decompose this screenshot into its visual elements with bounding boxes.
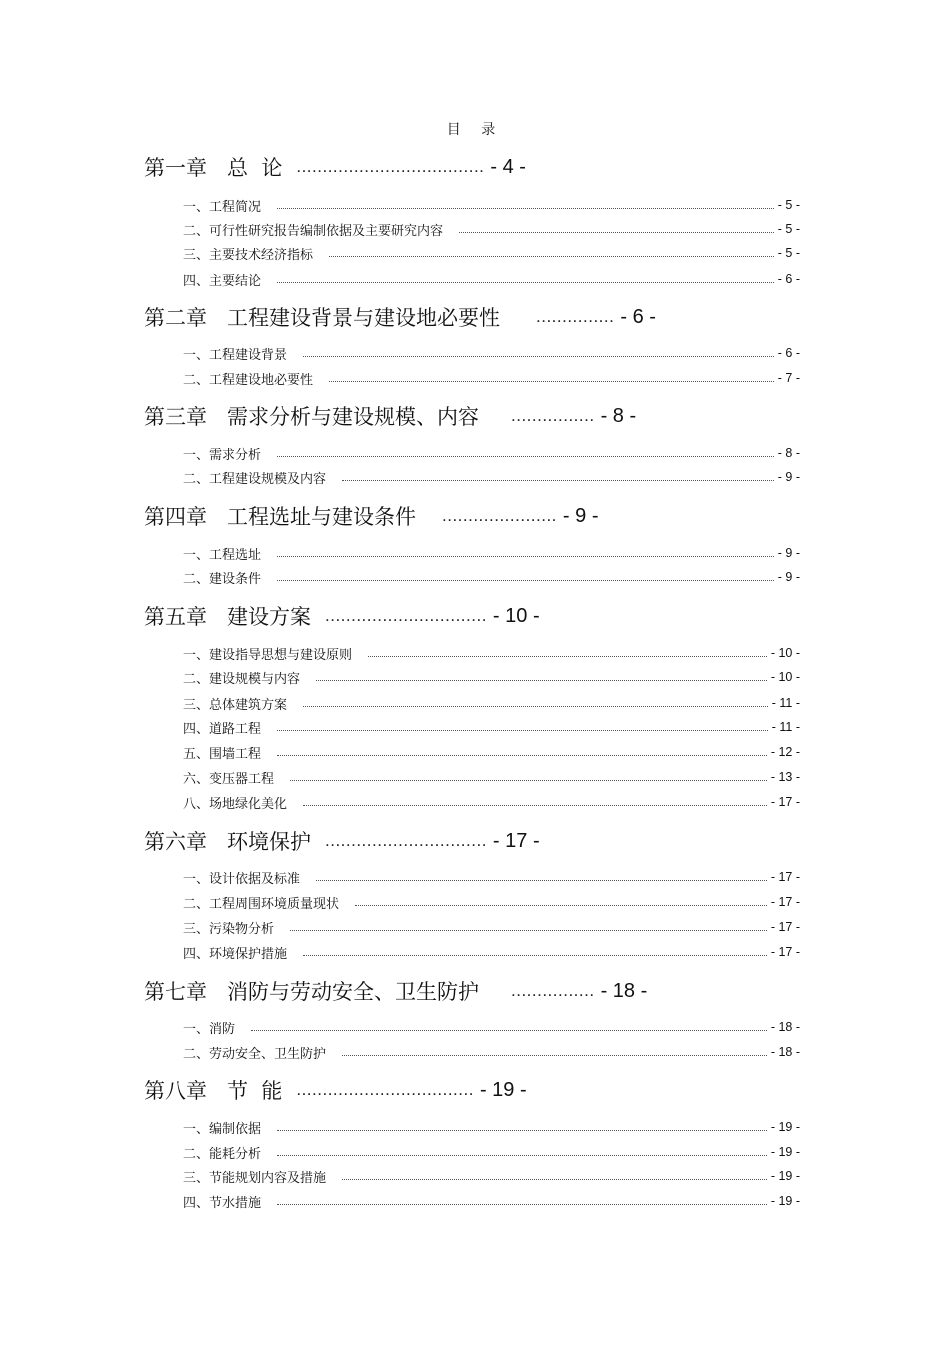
section-leader-dots [342,1179,767,1180]
section-entry[interactable] [183,767,800,787]
section-leader-dots [290,780,767,781]
section-page-number: - 6 - [777,346,800,360]
section-leader-dots [277,1155,767,1156]
chapter-leader-dots: ............... [536,307,615,326]
section-title: 一、工程选址 [183,547,262,563]
chapter-heading[interactable] [144,976,647,1006]
section-title: 四、道路工程 [183,721,262,737]
section-leader-dots [355,905,767,906]
section-title: 四、节水措施 [183,1195,262,1211]
section-page-number: - 9 - [777,470,800,484]
section-title: 二、建设规模与内容 [183,671,301,687]
section-title: 二、劳动安全、卫生防护 [183,1046,327,1062]
chapter-page-number: - 9 - [562,504,599,527]
section-entry[interactable] [183,917,800,937]
section-title: 三、节能规划内容及措施 [183,1170,327,1186]
chapter-leader-dots: .................................. [296,1080,474,1099]
chapter-title: 消防与劳动安全、卫生防护 [227,980,479,1004]
section-leader-dots [251,1030,767,1031]
section-page-number: - 9 - [777,570,800,584]
section-title: 二、建设条件 [183,571,262,587]
section-page-number: - 11 - [771,720,800,734]
chapter-page-number: - 4 - [490,155,526,178]
section-page-number: - 19 - [770,1120,800,1134]
chapter-heading[interactable] [144,601,540,631]
section-leader-dots [303,706,768,707]
chapter-heading[interactable] [144,826,540,856]
section-entry[interactable] [183,368,800,388]
section-entry[interactable] [183,1117,800,1137]
section-leader-dots [277,730,768,731]
section-leader-dots [277,1130,767,1131]
section-entry[interactable] [183,942,800,962]
section-page-number: - 5 - [777,198,800,212]
section-title: 四、主要结论 [183,273,262,289]
section-entry[interactable] [183,467,800,487]
section-entry[interactable] [183,269,800,289]
section-leader-dots [368,656,767,657]
section-title: 一、编制依据 [183,1121,262,1137]
section-leader-dots [316,880,767,881]
section-entry[interactable] [183,867,800,887]
section-title: 五、围墙工程 [183,746,262,762]
section-leader-dots [303,356,774,357]
chapter-heading[interactable] [144,302,656,332]
section-entry[interactable] [183,717,800,737]
section-entry[interactable] [183,1042,800,1062]
section-title: 二、可行性研究报告编制依据及主要研究内容 [183,223,444,239]
section-title: 一、需求分析 [183,447,262,463]
section-leader-dots [277,456,774,457]
section-leader-dots [277,208,774,209]
chapter-number: 第七章 [144,980,207,1004]
chapter-heading[interactable] [144,152,526,182]
chapter-number: 第八章 [144,1079,207,1103]
section-page-number: - 17 - [770,920,800,934]
section-page-number: - 8 - [777,446,800,460]
section-title: 三、总体建筑方案 [183,697,288,713]
chapter-title: 需求分析与建设规模、内容 [227,405,479,429]
section-leader-dots [277,1204,767,1205]
section-entry[interactable] [183,567,800,587]
chapter-title: 环境保护 [227,830,311,854]
section-leader-dots [303,805,767,806]
chapter-page-number: - 17 - [492,829,540,852]
section-leader-dots [277,282,774,283]
section-entry[interactable] [183,643,800,663]
section-entry[interactable] [183,1142,800,1162]
section-page-number: - 9 - [777,546,800,560]
chapter-number: 第五章 [144,605,207,629]
section-page-number: - 19 - [770,1169,800,1183]
chapter-heading[interactable] [144,1075,527,1105]
section-page-number: - 19 - [770,1194,800,1208]
section-title: 八、场地绿化美化 [183,796,288,812]
chapter-page-number: - 8 - [600,404,637,427]
chapter-number: 第四章 [144,505,207,529]
section-title: 六、变压器工程 [183,771,275,787]
section-entry[interactable] [183,693,800,713]
chapter-leader-dots: ................ [511,981,595,1000]
section-leader-dots [277,556,774,557]
section-title: 一、工程建设背景 [183,347,288,363]
section-page-number: - 6 - [777,272,800,286]
section-leader-dots [290,930,767,931]
section-entry[interactable] [183,742,800,762]
chapter-leader-dots: ............................... [325,831,487,850]
section-page-number: - 17 - [770,945,800,959]
section-leader-dots [329,256,774,257]
section-title: 一、工程简况 [183,199,262,215]
chapter-heading[interactable] [144,401,636,431]
chapter-leader-dots: .................................... [296,157,485,176]
section-title: 二、工程周围环境质量现状 [183,896,340,912]
section-leader-dots [277,580,774,581]
section-entry[interactable] [183,667,800,687]
section-leader-dots [342,480,774,481]
section-title: 三、主要技术经济指标 [183,247,314,263]
chapter-title: 总 论 [227,156,283,180]
chapter-title: 工程选址与建设条件 [227,505,416,529]
section-title: 一、消防 [183,1021,236,1037]
section-page-number: - 10 - [770,646,800,660]
chapter-title: 节 能 [227,1079,283,1103]
section-leader-dots [316,680,767,681]
section-page-number: - 19 - [770,1145,800,1159]
section-entry[interactable] [183,243,800,263]
chapter-number: 第三章 [144,405,207,429]
section-title: 三、污染物分析 [183,921,275,937]
section-page-number: - 17 - [770,795,800,809]
section-page-number: - 13 - [770,770,800,784]
section-title: 一、设计依据及标准 [183,871,301,887]
section-title: 四、环境保护措施 [183,946,288,962]
section-entry[interactable] [183,543,800,563]
chapter-number: 第二章 [144,306,207,330]
section-page-number: - 7 - [777,371,800,385]
section-page-number: - 5 - [777,222,800,236]
section-entry[interactable] [183,1017,800,1037]
section-entry[interactable] [183,792,800,812]
section-page-number: - 11 - [771,696,800,710]
chapter-page-number: - 18 - [600,979,648,1002]
chapter-number: 第一章 [144,156,207,180]
section-page-number: - 5 - [777,246,800,260]
section-entry[interactable] [183,343,800,363]
section-page-number: - 10 - [770,670,800,684]
section-page-number: - 18 - [770,1020,800,1034]
section-entry[interactable] [183,219,800,239]
section-page-number: - 17 - [770,895,800,909]
chapter-page-number: - 19 - [479,1078,527,1101]
section-title: 二、能耗分析 [183,1146,262,1162]
chapter-title: 建设方案 [227,605,311,629]
section-entry[interactable] [183,1166,800,1186]
section-page-number: - 12 - [770,745,800,759]
section-leader-dots [459,232,774,233]
section-leader-dots [342,1055,767,1056]
chapter-page-number: - 10 - [492,604,540,627]
section-entry[interactable] [183,1191,800,1211]
section-page-number: - 17 - [770,870,800,884]
section-entry[interactable] [183,892,800,912]
chapter-number: 第六章 [144,830,207,854]
chapter-title: 工程建设背景与建设地必要性 [227,306,500,330]
chapter-leader-dots: ...................... [442,506,557,525]
section-leader-dots [329,381,774,382]
section-entry[interactable] [183,443,800,463]
toc-title: 目 录 [446,122,504,138]
section-page-number: - 18 - [770,1045,800,1059]
section-leader-dots [277,755,767,756]
section-title: 二、工程建设规模及内容 [183,471,327,487]
chapter-leader-dots: ................ [511,406,595,425]
chapter-page-number: - 6 - [620,305,656,328]
chapter-leader-dots: ............................... [325,606,487,625]
section-entry[interactable] [183,195,800,215]
section-leader-dots [303,955,767,956]
chapter-heading[interactable] [144,501,598,531]
section-title: 一、建设指导思想与建设原则 [183,647,353,663]
section-title: 二、工程建设地必要性 [183,372,314,388]
